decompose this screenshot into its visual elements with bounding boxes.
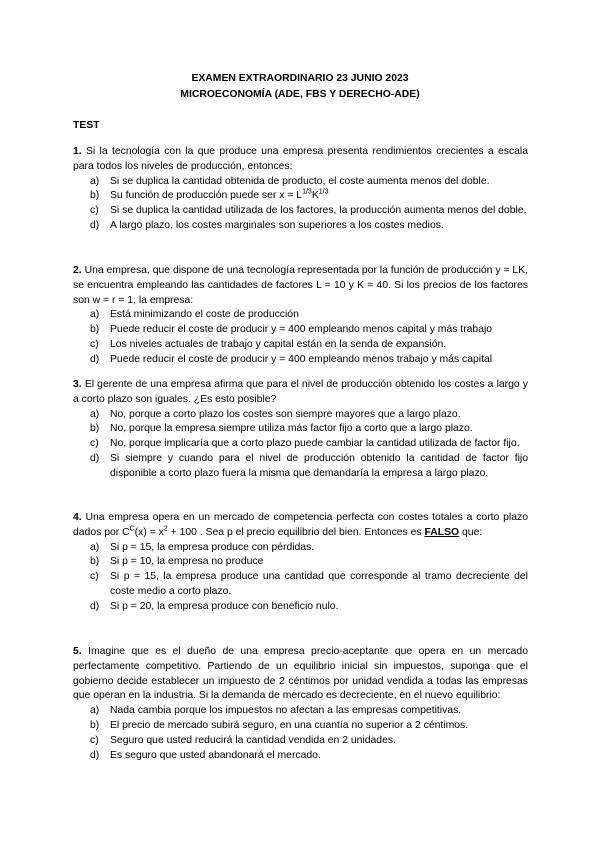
question-number: 3.	[73, 379, 82, 390]
question-number: 5.	[73, 646, 82, 657]
question-1-stem	[73, 145, 528, 175]
option-text: A largo plazo, los costes marginales son superiores a los costes medios.	[110, 219, 444, 231]
option-b	[73, 422, 528, 437]
option-letter: b)	[90, 324, 100, 336]
option-text: Si siempre y cuando para el nivel de producción obtenido la cantidad de factor fijo disponible a corto plazo fuera la misma que demandaría la empresa a largo plazo.	[110, 452, 528, 479]
option-d	[73, 219, 528, 234]
option-letter: a)	[90, 175, 100, 187]
option-text: Si se duplica la cantidad utilizada de los factores, la producción aumenta menos del doble.	[110, 205, 527, 217]
question-3	[73, 378, 528, 482]
option-letter: a)	[90, 541, 100, 553]
emphasis-falso: FALSO	[424, 526, 460, 538]
option-letter: c)	[90, 205, 99, 217]
option-text: No, porque a corto plazo los costes son siempre mayores que a largo plazo.	[110, 408, 461, 420]
options-list	[73, 308, 528, 367]
options-list	[73, 704, 528, 763]
option-letter: c)	[90, 734, 99, 746]
option-a	[73, 175, 528, 190]
option-text: Su función de producción puede ser x = L	[110, 190, 303, 202]
option-text: Seguro que usted reducirá la cantidad vendida en 2 unidades.	[110, 734, 396, 746]
option-d	[73, 452, 528, 482]
option-c	[73, 734, 528, 749]
option-text: Nada cambia porque los impuestos no afectan a las empresas competitivas.	[110, 705, 462, 717]
exponent: 1/3	[318, 188, 329, 196]
option-text: Es seguro que usted abandonará el mercado.	[110, 749, 321, 761]
option-text: K	[311, 190, 319, 202]
option-letter: b)	[90, 556, 100, 568]
option-text: Si p = 20, la empresa produce con beneficio nulo.	[110, 600, 339, 612]
exponent: 1/3	[302, 188, 312, 196]
question-text: (x) = x	[134, 526, 164, 538]
options-list	[73, 175, 528, 234]
question-1	[73, 145, 528, 234]
option-letter: a)	[90, 705, 100, 717]
option-c	[73, 570, 528, 600]
question-text: + 100 . Sea p el precio equilibrio del bien. Entonces es	[167, 526, 425, 538]
question-2	[73, 264, 528, 368]
question-number: 2.	[73, 265, 82, 276]
question-text: Una empresa opera en un mercado de competencia perfecta con costes totales a corto plazo dados por C	[73, 512, 528, 538]
option-c	[73, 204, 528, 219]
question-text: Si la tecnología con la que produce una empresa presenta rendimientos crecientes a escala para todos los niveles de producción, entonces:	[73, 146, 529, 172]
options-list	[73, 541, 528, 615]
option-letter: c)	[90, 571, 99, 583]
option-text: Puede reducir el coste de producir y = 400 empleando menos trabajo y más capital	[110, 353, 493, 365]
question-text: El gerente de una empresa afirma que para el nivel de producción obtenido los costes a largo y a corto plazo son iguales. ¿Es esto posible?	[73, 379, 529, 405]
section-heading: TEST	[73, 120, 100, 131]
question-4-stem	[73, 511, 528, 541]
option-letter: a)	[90, 309, 100, 321]
option-d	[73, 353, 528, 368]
option-b	[73, 555, 528, 570]
option-a	[73, 541, 528, 556]
option-letter: c)	[90, 438, 99, 450]
option-text: Si p = 15, la empresa produce con pérdidas.	[110, 541, 315, 553]
question-number: 1.	[73, 146, 82, 157]
option-d	[73, 600, 528, 615]
option-text: Puede reducir el coste de producir y = 400 empleando menos capital y más trabajo	[110, 324, 493, 336]
superscript: C	[129, 525, 135, 533]
exam-subtitle: MICROECONOMÍA (ADE, FBS Y DERECHO-ADE)	[180, 89, 420, 100]
option-letter: b)	[90, 190, 100, 202]
option-letter: d)	[90, 452, 100, 464]
exponent: 2	[163, 525, 168, 533]
option-text: No, porque implicaría que a corto plazo puede cambiar la cantidad utilizada de factor fijo.	[110, 438, 520, 450]
option-text: Si se duplica la cantidad obtenida de producto, el coste aumenta menos del doble.	[110, 175, 490, 187]
question-5	[73, 645, 528, 763]
option-letter: d)	[90, 353, 100, 365]
question-5-stem	[73, 645, 528, 704]
options-list	[73, 408, 528, 482]
option-c	[73, 437, 528, 452]
question-text: Una empresa, que dispone de una tecnología representada por la función de producción y = LK, se encuentra empleando las cantidades de factores L = 10 y K = 40. Si los precios de los factores son w = r = 1, la empresa:	[73, 265, 528, 306]
question-4	[73, 511, 528, 615]
option-c	[73, 338, 528, 353]
option-letter: b)	[90, 423, 100, 435]
option-a	[73, 408, 528, 423]
question-number: 4.	[73, 512, 82, 523]
option-letter: c)	[90, 338, 99, 350]
option-b	[73, 323, 528, 338]
exam-header	[0, 71, 600, 103]
question-2-stem	[73, 264, 528, 308]
option-text: Está minimizando el coste de producción	[110, 309, 299, 321]
question-text: Imagine que es el dueño de una empresa precio-aceptante que opera en un mercado perfectamente competitivo. Partiendo de un equilibrio inicial sin impuestos, suponga que el gobierno decide establecer un impuesto de 2 céntimos por unidad vendida a todas las empresas que operan en la industria. Si la demanda de mercado es decreciente, en el nuevo equilibrio:	[73, 646, 528, 702]
option-b	[73, 719, 528, 734]
exam-title: EXAMEN EXTRAORDINARIO 23 JUNIO 2023	[191, 73, 409, 84]
option-text: Si p = 10, la empresa no produce	[110, 556, 264, 568]
option-letter: a)	[90, 408, 100, 420]
option-a	[73, 704, 528, 719]
question-3-stem	[73, 378, 528, 408]
option-text: El precio de mercado subirá seguro, en una cuantía no superior a 2 céntimos.	[110, 719, 469, 731]
option-text: Los niveles actuales de trabajo y capital están en la senda de expansión.	[110, 338, 447, 350]
option-letter: d)	[90, 749, 100, 761]
option-letter: d)	[90, 600, 100, 612]
option-letter: d)	[90, 219, 100, 231]
option-letter: b)	[90, 719, 100, 731]
option-a	[73, 308, 528, 323]
option-text: Si p = 15, la empresa produce una cantidad que corresponde al tramo decreciente del coste medio a corto plazo.	[110, 571, 528, 597]
question-text: que:	[459, 526, 483, 538]
option-b	[73, 189, 528, 204]
option-d	[73, 749, 528, 764]
option-text: No, porque la empresa siempre utiliza más factor fijo a corto que a largo plazo.	[110, 423, 473, 435]
